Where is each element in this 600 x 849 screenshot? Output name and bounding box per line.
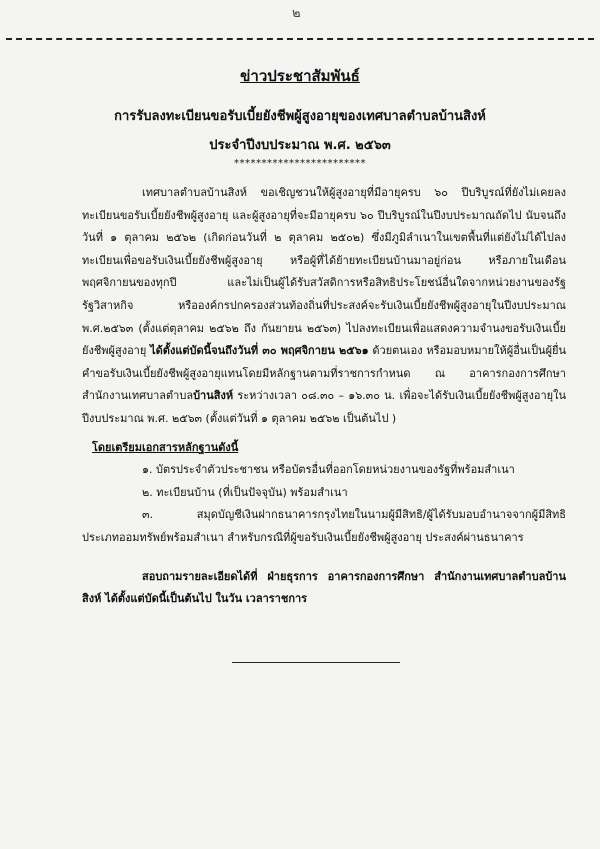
document-item-1: ๑. บัตรประจำตัวประชาชน หรือบัตรอื่นที่ออกโดยหน่วยงานของรัฐที่พร้อมสำเนา <box>142 463 515 477</box>
header-dashed-rule <box>6 38 594 40</box>
page-number-mark: ๒ <box>292 6 301 21</box>
fiscal-year-line: ประจำปีงบประมาณ พ.ศ. ๒๕๖๓ <box>209 138 391 153</box>
office-location-text: บ้านสิงห์ <box>193 389 234 403</box>
documents-heading: โดยเตรียมเอกสารหลักฐานดังนี้ <box>92 440 239 454</box>
contact-info: สอบถามรายละเอียดได้ที่ ฝ่ายธุรการ อาคารกองการศึกษา สำนักงานเทศบาลตำบลบ้านสิงห์ ได้ตั้งแต่บัดนี้เป็นต้นไป ในวัน เวลาราชการ <box>82 569 566 606</box>
paragraph-main-text: เทศบาลตำบลบ้านสิงห์ ขอเชิญชวนให้ผู้สูงอายุที่มีอายุครบ ๖๐ ปีบริบูรณ์ที่ยังไม่เคยลงทะเบียนขอรับเบี้ยยังชีพผู้สูงอายุ และผู้สูงอายุที่จะมีอายุครบ ๖๐ ปีบริบูรณ์ในปีงบประมาณถัดไป นับจนถึงวันที่ ๑ ตุลาคม ๒๕๖๒ (เกิดก่อนวันที่ ๒ ตุลาคม ๒๕๐๒) ซึ่งมีภูมิลำเนาในเขตพื้นที่แต่ยังไม่ได้ไปลงทะเบียนเพื่อขอรับเงินเบี้ยยังชีพผู้สูงอายุ หรือผู้ที่ได้ย้ายทะเบียนบ้านมาอยู่ก่อน หรือภายในเดือนพฤศจิกายนของทุกปี และไม่เป็นผู้ได้รับสวัสดิการหรือสิทธิประโยชน์อื่นใดจากหน่วยงานของรัฐ รัฐวิสาหกิจ หรือองค์กรปกครองส่วนท้องถิ่นที่ประสงค์จะรับเงินเบี้ยยังชีพผู้สูงอายุในปีงบประมาณ พ.ศ.๒๕๖๓ (ตั้งแต่ตุลาคม ๒๕๖๒ ถึง กันยายน ๒๕๖๓) ไปลงทะเบียนเพื่อแสดงความจำนงขอรับเงินเบี้ยยังชีพผู้สูงอายุ <box>82 186 566 358</box>
closing-rule <box>232 662 400 663</box>
deadline-text: ได้ตั้งแต่บัดนี้จนถึงวันที่ ๓๐ พฤศจิกายน ๒๕๖๑ <box>150 344 369 358</box>
star-divider: ************************ <box>234 158 366 169</box>
paragraph-main-continued: ด้วยตนเอง หรือมอบหมายให้ผู้อื่นเป็นผู้ยื่นคำขอรับเงินเบี้ยยังชีพผู้สูงอายุแทนโดยมีหลักฐานตามที่ราชการกำหนด ณ อาคารกองการศึกษา สำนักงานเทศบาลตำบล <box>82 344 566 403</box>
document-item-2: ๒. ทะเบียนบ้าน (ที่เป็นปัจจุบัน) พร้อมสำเนา <box>142 485 348 499</box>
document-title: ข่าวประชาสัมพันธ์ <box>240 67 360 85</box>
document-subtitle: การรับลงทะเบียนขอรับเบี้ยยังชีพผู้สูงอายุของเทศบาลตำบลบ้านสิงห์ <box>114 109 486 124</box>
document-item-3: ๓. สมุดบัญชีเงินฝากธนาคารกรุงไทยในนามผู้มีสิทธิ/ผู้ได้รับมอบอำนาจจากผู้มีสิทธิ ประเภทออมทรัพย์พร้อมสำเนา สำหรับกรณีที่ผู้ขอรับเงินเบี้ยยังชีพผู้สูงอายุ ประสงค์ผ่านธนาคาร <box>82 508 566 544</box>
announcement-body <box>82 182 566 611</box>
paragraph-main-end: ระหว่างเวลา ๐๘.๓๐ – ๑๖.๓๐ น. เพื่อจะได้รับเงินเบี้ยยังชีพผู้สูงอายุในปีงบประมาณ พ.ศ. ๒๕๖๓ (ตั้งแต่วันที่ ๑ ตุลาคม ๒๕๖๒ เป็นต้นไป ) <box>82 389 566 425</box>
paragraph-main <box>82 182 566 431</box>
